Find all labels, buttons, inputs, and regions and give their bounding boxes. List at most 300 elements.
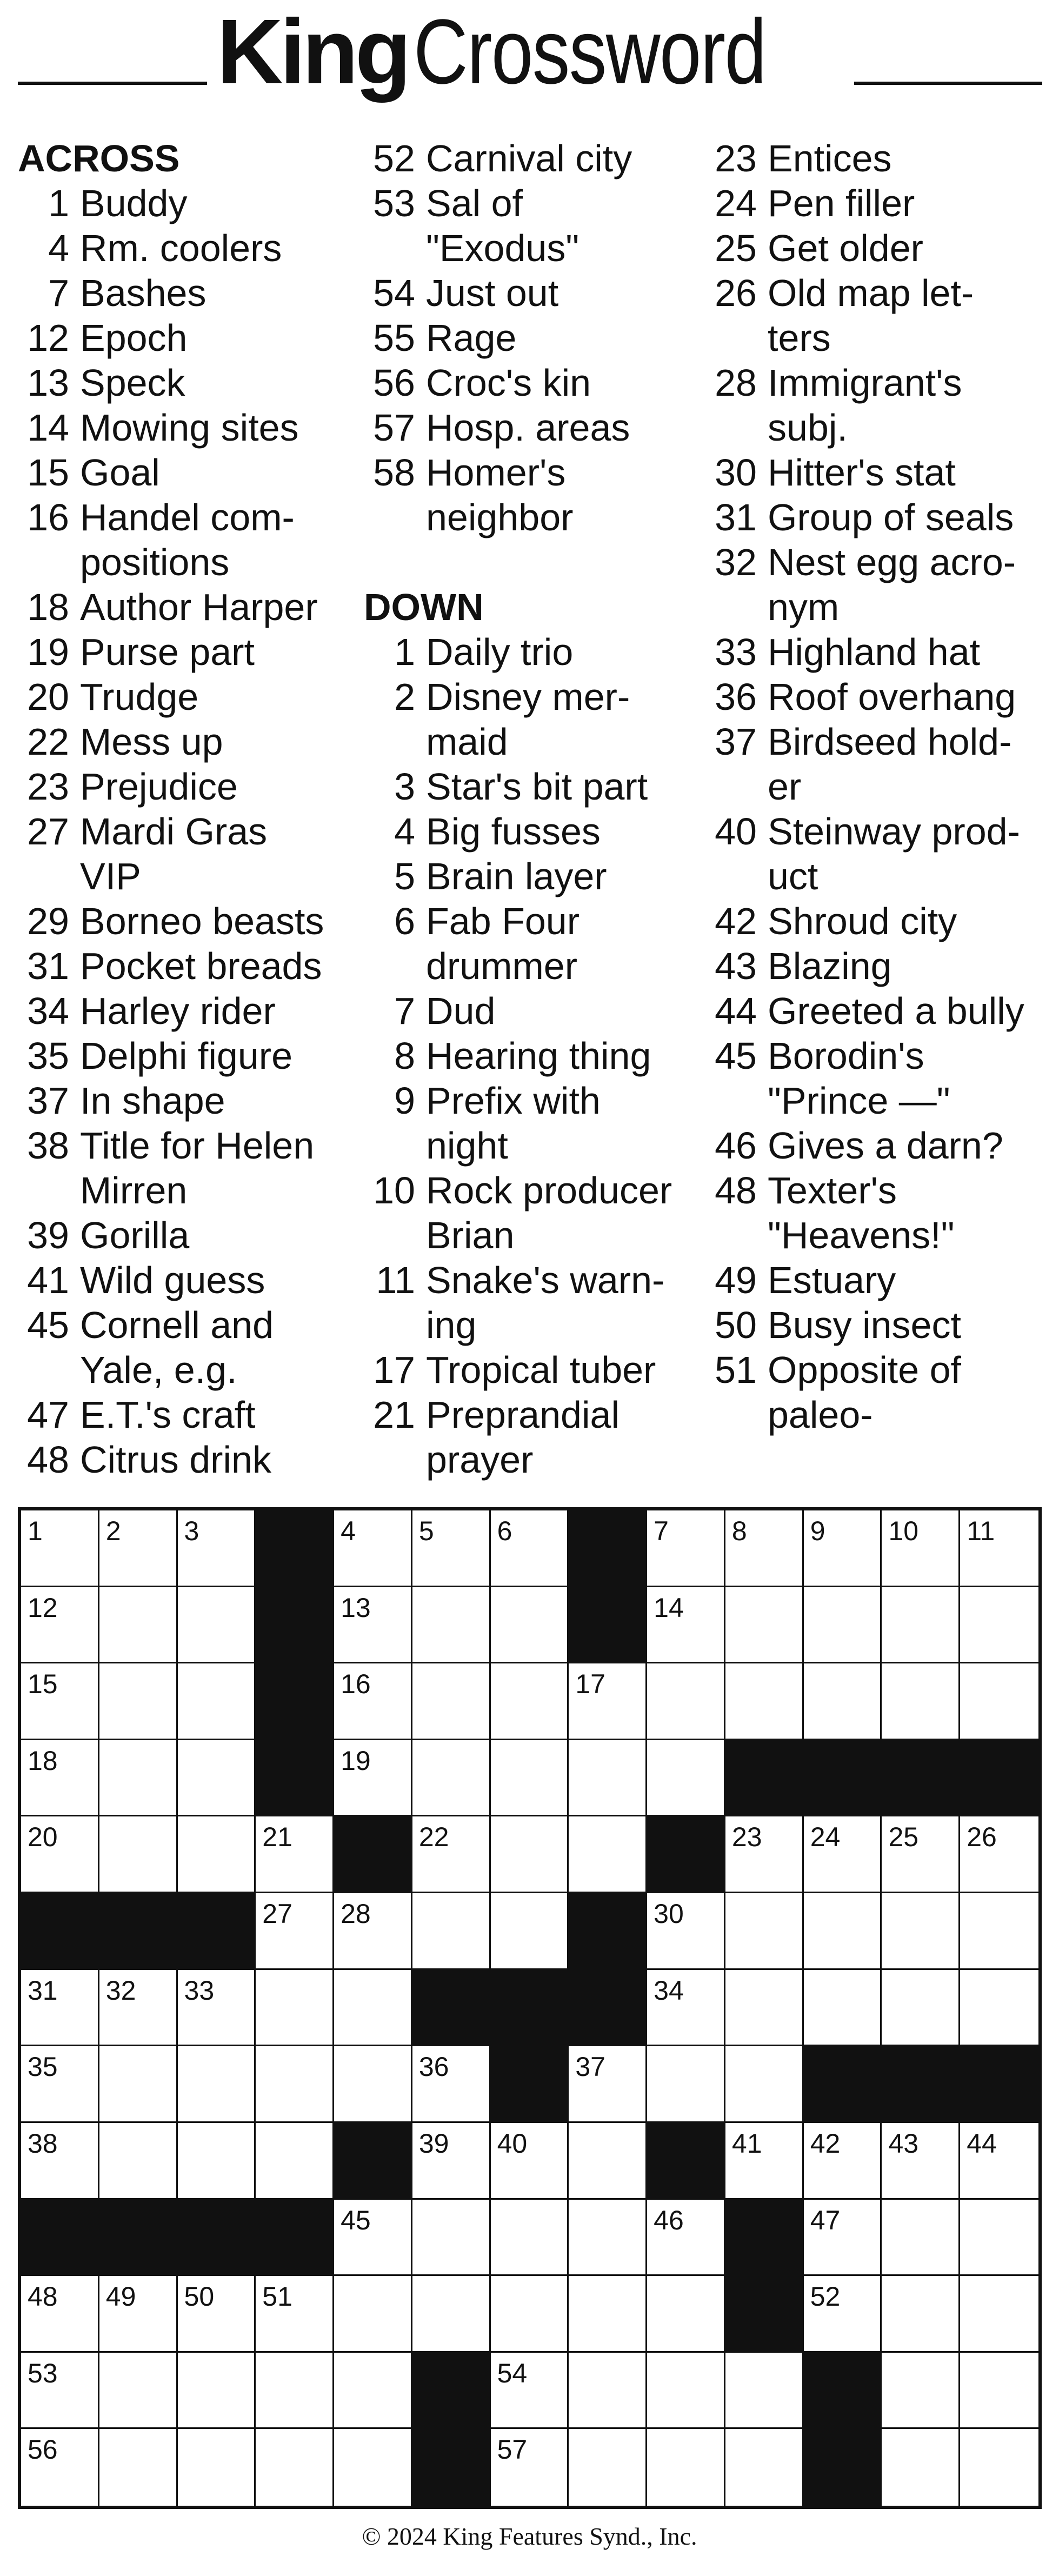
grid-cell[interactable] (412, 1893, 491, 1970)
clue-number: 12 (27, 317, 69, 359)
clue-text-line: Dud (426, 990, 496, 1032)
clue-item (364, 1034, 704, 1079)
grid-cell[interactable] (21, 2046, 99, 2123)
grid-cell[interactable] (412, 1740, 491, 1817)
clue-text (426, 989, 704, 1034)
grid-cell-block (491, 1970, 569, 2047)
grid-cell[interactable] (178, 2276, 256, 2353)
clue-text (80, 495, 356, 585)
clue-item (18, 899, 356, 944)
title-king: King (216, 1, 408, 103)
clue-text (426, 1168, 704, 1258)
clue-number: 24 (715, 182, 757, 224)
grid-cell-number: 5 (418, 1516, 434, 1546)
grid-cell[interactable] (491, 2276, 569, 2353)
grid-cell-number: 17 (575, 1669, 605, 1700)
clue-text (80, 720, 356, 764)
grid-cell[interactable] (99, 2123, 178, 2200)
grid-cell[interactable] (647, 2200, 725, 2277)
grid-cell[interactable] (960, 1663, 1038, 1740)
grid-cell-number: 3 (184, 1516, 199, 1546)
clue-text-line: Carnival city (426, 137, 632, 179)
grid-cell[interactable] (725, 1970, 804, 2047)
grid-cell[interactable] (21, 2429, 99, 2506)
grid-cell[interactable] (334, 2276, 412, 2353)
clue-number: 17 (373, 1349, 415, 1391)
clue-text-line: Fab Four (426, 900, 580, 942)
grid-cell[interactable] (647, 1587, 725, 1664)
clue-item (364, 361, 704, 405)
clue-text-line: Homer's (426, 451, 566, 494)
clue-text-line: "Heavens!" (768, 1214, 955, 1256)
clue-number: 7 (394, 990, 415, 1032)
grid-cell[interactable] (960, 1816, 1038, 1893)
grid-cell-number: 1 (28, 1516, 43, 1546)
clue-item (18, 1303, 356, 1393)
grid-cell-number: 57 (497, 2434, 528, 2465)
grid-cell[interactable] (647, 1740, 725, 1817)
clue-item (705, 450, 1051, 495)
clue-text (768, 809, 1051, 899)
grid-cell-number: 39 (418, 2128, 449, 2159)
grid-cell[interactable] (178, 1587, 256, 1664)
clue-item (18, 226, 356, 271)
grid-cell[interactable] (569, 2123, 647, 2200)
clue-item (705, 899, 1051, 944)
grid-cell[interactable] (569, 1816, 647, 1893)
grid-cell[interactable] (256, 2276, 334, 2353)
grid-cell[interactable] (334, 2429, 412, 2506)
grid-cell[interactable] (647, 1970, 725, 2047)
grid-cell[interactable] (725, 1510, 804, 1587)
clue-number: 58 (373, 451, 415, 494)
grid-cell[interactable] (960, 2200, 1038, 2277)
grid-cell[interactable] (21, 2276, 99, 2353)
grid-cell[interactable] (725, 1816, 804, 1893)
grid-cell[interactable] (334, 2353, 412, 2429)
clue-text-line: er (768, 766, 802, 808)
clue-item (705, 1348, 1051, 1437)
clue-text (426, 675, 704, 764)
clue-number: 41 (27, 1259, 69, 1301)
grid-cell-block (882, 1740, 960, 1817)
grid-cell[interactable] (491, 1740, 569, 1817)
clue-text (426, 1034, 704, 1079)
clue-text (426, 271, 704, 316)
clue-number: 6 (394, 900, 415, 942)
grid-cell[interactable] (256, 2123, 334, 2200)
grid-cell[interactable] (804, 2200, 882, 2277)
clue-text-line: Speck (80, 362, 185, 404)
grid-cell[interactable] (21, 1663, 99, 1740)
grid-cell[interactable] (99, 1970, 178, 2047)
clue-text-line: Delphi figure (80, 1035, 292, 1077)
grid-cell[interactable] (725, 2353, 804, 2429)
clue-text (768, 226, 1051, 271)
grid-cell[interactable] (804, 2276, 882, 2353)
clue-text-line: drummer (426, 945, 578, 987)
clue-text (80, 450, 356, 495)
grid-cell[interactable] (960, 1587, 1038, 1664)
clue-number: 34 (27, 990, 69, 1032)
clue-number: 39 (27, 1214, 69, 1256)
grid-cell[interactable] (21, 1510, 99, 1587)
grid-cell-number: 2 (105, 1516, 121, 1546)
grid-cell[interactable] (882, 2429, 960, 2506)
grid-cell[interactable] (99, 2276, 178, 2353)
grid-cell-number: 36 (418, 2052, 449, 2082)
clue-number: 38 (27, 1124, 69, 1167)
grid-cell[interactable] (21, 1740, 99, 1817)
clue-text-line: Just out (426, 272, 559, 314)
clue-text (426, 630, 704, 675)
grid-cell[interactable] (334, 1510, 412, 1587)
grid-cell[interactable] (21, 1587, 99, 1664)
grid-cell[interactable] (882, 1893, 960, 1970)
clue-text-line: Highland hat (768, 631, 981, 673)
copyright: © 2024 King Features Synd., Inc. (362, 2522, 697, 2550)
grid-cell[interactable] (960, 2123, 1038, 2200)
grid-cell[interactable] (882, 1663, 960, 1740)
clue-text (80, 944, 356, 989)
grid-cell[interactable] (334, 2200, 412, 2277)
clue-text-line: Nest egg acro- (768, 541, 1016, 583)
clue-text-line: Prejudice (80, 766, 238, 808)
grid-cell[interactable] (882, 1510, 960, 1587)
grid-cell[interactable] (569, 2429, 647, 2506)
grid-cell[interactable] (178, 1816, 256, 1893)
clue-number: 35 (27, 1035, 69, 1077)
clue-text (768, 720, 1051, 809)
clue-item (18, 405, 356, 450)
clue-text (426, 136, 704, 181)
grid-cell[interactable] (960, 2429, 1038, 2506)
clue-text-line: subj. (768, 407, 848, 449)
grid-cell[interactable] (569, 1740, 647, 1817)
clue-text-line: "Exodus" (426, 227, 580, 269)
grid-cell[interactable] (647, 1510, 725, 1587)
clue-text-line: Wild guess (80, 1259, 265, 1301)
grid-cell[interactable] (804, 1510, 882, 1587)
clue-number: 32 (715, 541, 757, 583)
clue-number: 50 (715, 1304, 757, 1346)
clue-number: 36 (715, 676, 757, 718)
clue-number: 13 (27, 362, 69, 404)
grid-cell[interactable] (491, 1663, 569, 1740)
grid-cell-block (569, 1893, 647, 1970)
grid-cell[interactable] (491, 1816, 569, 1893)
grid-cell[interactable] (178, 2353, 256, 2429)
clue-item (364, 316, 704, 361)
clue-text (80, 630, 356, 675)
clue-text (768, 1168, 1051, 1258)
grid-cell[interactable] (882, 1816, 960, 1893)
clue-text (80, 1079, 356, 1123)
grid-cell[interactable] (491, 1510, 569, 1587)
grid-cell-number: 7 (654, 1516, 669, 1546)
grid-cell[interactable] (491, 2429, 569, 2506)
grid-cell[interactable] (21, 2353, 99, 2429)
grid-cell[interactable] (412, 1510, 491, 1587)
grid-cell[interactable] (21, 1970, 99, 2047)
grid-cell[interactable] (725, 2046, 804, 2123)
clue-item (18, 181, 356, 226)
down-heading: DOWN (364, 586, 484, 628)
clue-item (364, 181, 704, 271)
clue-text-line: Mirren (80, 1169, 188, 1212)
clue-text-line: Gorilla (80, 1214, 190, 1256)
grid-cell[interactable] (960, 1510, 1038, 1587)
grid-cell-number: 34 (654, 1975, 684, 2006)
grid-cell[interactable] (725, 1893, 804, 1970)
grid-cell[interactable] (21, 2123, 99, 2200)
clue-text-line: Rm. coolers (80, 227, 282, 269)
grid-cell[interactable] (725, 2429, 804, 2506)
grid-cell[interactable] (491, 2353, 569, 2429)
clue-item (364, 405, 704, 450)
clue-item (18, 585, 356, 630)
clue-item (705, 630, 1051, 675)
grid-cell[interactable] (99, 1587, 178, 1664)
clue-text-line: Pocket breads (80, 945, 322, 987)
grid-cell[interactable] (569, 2353, 647, 2429)
clue-text-line: night (426, 1124, 508, 1167)
clue-item (18, 450, 356, 495)
clue-number: 53 (373, 182, 415, 224)
grid-cell-block (334, 2123, 412, 2200)
grid-cell[interactable] (725, 2123, 804, 2200)
grid-cell[interactable] (569, 2276, 647, 2353)
grid-cell[interactable] (491, 1587, 569, 1664)
grid-cell[interactable] (256, 1816, 334, 1893)
grid-cell[interactable] (882, 1970, 960, 2047)
clue-text (426, 361, 704, 405)
grid-cell[interactable] (256, 1893, 334, 1970)
clue-item (705, 181, 1051, 226)
grid-cell-block (256, 1663, 334, 1740)
grid-cell[interactable] (99, 2046, 178, 2123)
grid-cell[interactable] (334, 1893, 412, 1970)
grid-cell[interactable] (178, 1510, 256, 1587)
clue-item (705, 1034, 1051, 1123)
grid-cell[interactable] (412, 1663, 491, 1740)
clue-item (18, 1393, 356, 1437)
grid-cell[interactable] (99, 1663, 178, 1740)
clue-text-line: In shape (80, 1080, 225, 1122)
clue-item (705, 1258, 1051, 1303)
clue-number: 1 (394, 631, 415, 673)
clue-number: 22 (27, 721, 69, 763)
grid-cell[interactable] (647, 2046, 725, 2123)
grid-cell-number: 48 (28, 2281, 58, 2312)
grid-cell[interactable] (412, 2046, 491, 2123)
grid-cell-number: 10 (888, 1516, 919, 1546)
clue-text (80, 989, 356, 1034)
clue-text (80, 271, 356, 316)
grid-cell[interactable] (99, 2429, 178, 2506)
grid-cell-number: 16 (341, 1669, 371, 1700)
clue-text (80, 1213, 356, 1258)
grid-cell-number: 44 (967, 2128, 997, 2159)
clue-number: 51 (715, 1349, 757, 1391)
grid-cell-number: 38 (28, 2128, 58, 2159)
clue-text-line: Brain layer (426, 855, 607, 897)
clue-number: 18 (27, 586, 69, 628)
clue-item (364, 1079, 704, 1168)
grid-cell[interactable] (882, 2200, 960, 2277)
clue-number: 4 (48, 227, 69, 269)
grid-cell-block (647, 1816, 725, 1893)
clue-item (18, 809, 356, 899)
grid-cell[interactable] (647, 1893, 725, 1970)
clue-number: 43 (715, 945, 757, 987)
grid-cell[interactable] (804, 1816, 882, 1893)
grid-cell[interactable] (178, 1970, 256, 2047)
grid-cell[interactable] (804, 1893, 882, 1970)
title-rule-right (854, 82, 1042, 85)
clue-text (426, 450, 704, 540)
clue-text-line: Opposite of (768, 1349, 961, 1391)
grid-cell[interactable] (647, 2429, 725, 2506)
grid-cell[interactable] (882, 1587, 960, 1664)
grid-cell[interactable] (178, 2046, 256, 2123)
clue-number: 8 (394, 1035, 415, 1077)
clue-number: 52 (373, 137, 415, 179)
grid-cell[interactable] (178, 1740, 256, 1817)
grid-cell[interactable] (569, 2046, 647, 2123)
clue-item (705, 226, 1051, 271)
grid-cell-number: 14 (654, 1592, 684, 1623)
clue-item (18, 495, 356, 585)
clue-item (18, 764, 356, 809)
grid-cell[interactable] (256, 2429, 334, 2506)
clue-number: 28 (715, 362, 757, 404)
clue-text (80, 1258, 356, 1303)
clue-item (364, 1258, 704, 1348)
grid-cell-number: 25 (888, 1822, 919, 1853)
clue-text (80, 1034, 356, 1079)
clue-text (768, 1123, 1051, 1168)
grid-cell[interactable] (412, 1816, 491, 1893)
clue-number: 15 (27, 451, 69, 494)
clue-text (426, 1393, 704, 1482)
grid-cell[interactable] (725, 1663, 804, 1740)
grid-cell[interactable] (491, 2123, 569, 2200)
clue-item (705, 361, 1051, 450)
clue-number: 9 (394, 1080, 415, 1122)
grid-cell[interactable] (256, 1970, 334, 2047)
grid-cell[interactable] (804, 1587, 882, 1664)
grid-cell[interactable] (178, 2429, 256, 2506)
clue-text (426, 405, 704, 450)
grid-cell-number: 15 (28, 1669, 58, 1700)
clue-item (705, 271, 1051, 361)
grid-cell[interactable] (334, 1970, 412, 2047)
clue-item (364, 675, 704, 764)
grid-cell[interactable] (725, 1587, 804, 1664)
clue-item (18, 1034, 356, 1079)
grid-cell[interactable] (412, 1587, 491, 1664)
clue-text-line: Sal of (426, 182, 523, 224)
grid-cell[interactable] (334, 1663, 412, 1740)
grid-cell[interactable] (960, 2353, 1038, 2429)
clue-text (426, 1258, 704, 1348)
grid-cell[interactable] (256, 2046, 334, 2123)
grid-cell[interactable] (334, 2046, 412, 2123)
grid-cell[interactable] (569, 1663, 647, 1740)
grid-cell[interactable] (960, 2276, 1038, 2353)
grid-cell[interactable] (569, 2200, 647, 2277)
grid-cell[interactable] (412, 2276, 491, 2353)
grid-cell[interactable] (21, 1816, 99, 1893)
grid-cell[interactable] (491, 2200, 569, 2277)
grid-cell[interactable] (882, 2123, 960, 2200)
grid-cell-block (412, 2353, 491, 2429)
grid-cell[interactable] (99, 2353, 178, 2429)
grid-cell[interactable] (804, 2123, 882, 2200)
grid-cell[interactable] (882, 2353, 960, 2429)
clue-text-line: Entices (768, 137, 892, 179)
clue-text (768, 1303, 1051, 1348)
grid-cell-number: 35 (28, 2052, 58, 2082)
clue-text (80, 405, 356, 450)
grid-cell[interactable] (804, 1663, 882, 1740)
grid-cell[interactable] (882, 2276, 960, 2353)
grid-cell[interactable] (960, 1893, 1038, 1970)
clue-text (80, 226, 356, 271)
grid-cell[interactable] (412, 2123, 491, 2200)
grid-cell[interactable] (647, 1663, 725, 1740)
grid-cell-block (960, 1740, 1038, 1817)
clue-text (768, 944, 1051, 989)
clue-text-line: Borneo beasts (80, 900, 324, 942)
clue-text (768, 540, 1051, 630)
grid-cell[interactable] (647, 2353, 725, 2429)
clue-number: 54 (373, 272, 415, 314)
clue-text-line: Immigrant's (768, 362, 962, 404)
grid-cell[interactable] (491, 1893, 569, 1970)
grid-cell-block (960, 2046, 1038, 2123)
clue-text-line: paleo- (768, 1394, 873, 1436)
grid-cell-number: 13 (341, 1592, 371, 1623)
grid-cell[interactable] (412, 2200, 491, 2277)
grid-cell[interactable] (334, 1587, 412, 1664)
grid-cell-block (412, 1970, 491, 2047)
grid-cell-block (725, 2276, 804, 2353)
clue-text (768, 1348, 1051, 1437)
grid-cell-block (256, 1740, 334, 1817)
clue-number: 40 (715, 810, 757, 853)
clue-number: 47 (27, 1394, 69, 1436)
grid-cell[interactable] (178, 2123, 256, 2200)
clue-item (364, 899, 704, 989)
grid-cell[interactable] (256, 2353, 334, 2429)
grid-cell[interactable] (960, 1970, 1038, 2047)
clue-text-line: Hearing thing (426, 1035, 651, 1077)
grid-cell[interactable] (99, 1510, 178, 1587)
grid-cell[interactable] (99, 1740, 178, 1817)
clue-item (705, 1303, 1051, 1348)
grid-cell-block (256, 1587, 334, 1664)
grid-cell[interactable] (178, 1663, 256, 1740)
grid-cell[interactable] (334, 1740, 412, 1817)
grid-cell[interactable] (647, 2276, 725, 2353)
grid-cell[interactable] (804, 1970, 882, 2047)
grid-cell[interactable] (99, 1816, 178, 1893)
grid-cell-block (178, 1893, 256, 1970)
grid-cell-block (491, 2046, 569, 2123)
clue-text-line: Old map let- (768, 272, 974, 314)
